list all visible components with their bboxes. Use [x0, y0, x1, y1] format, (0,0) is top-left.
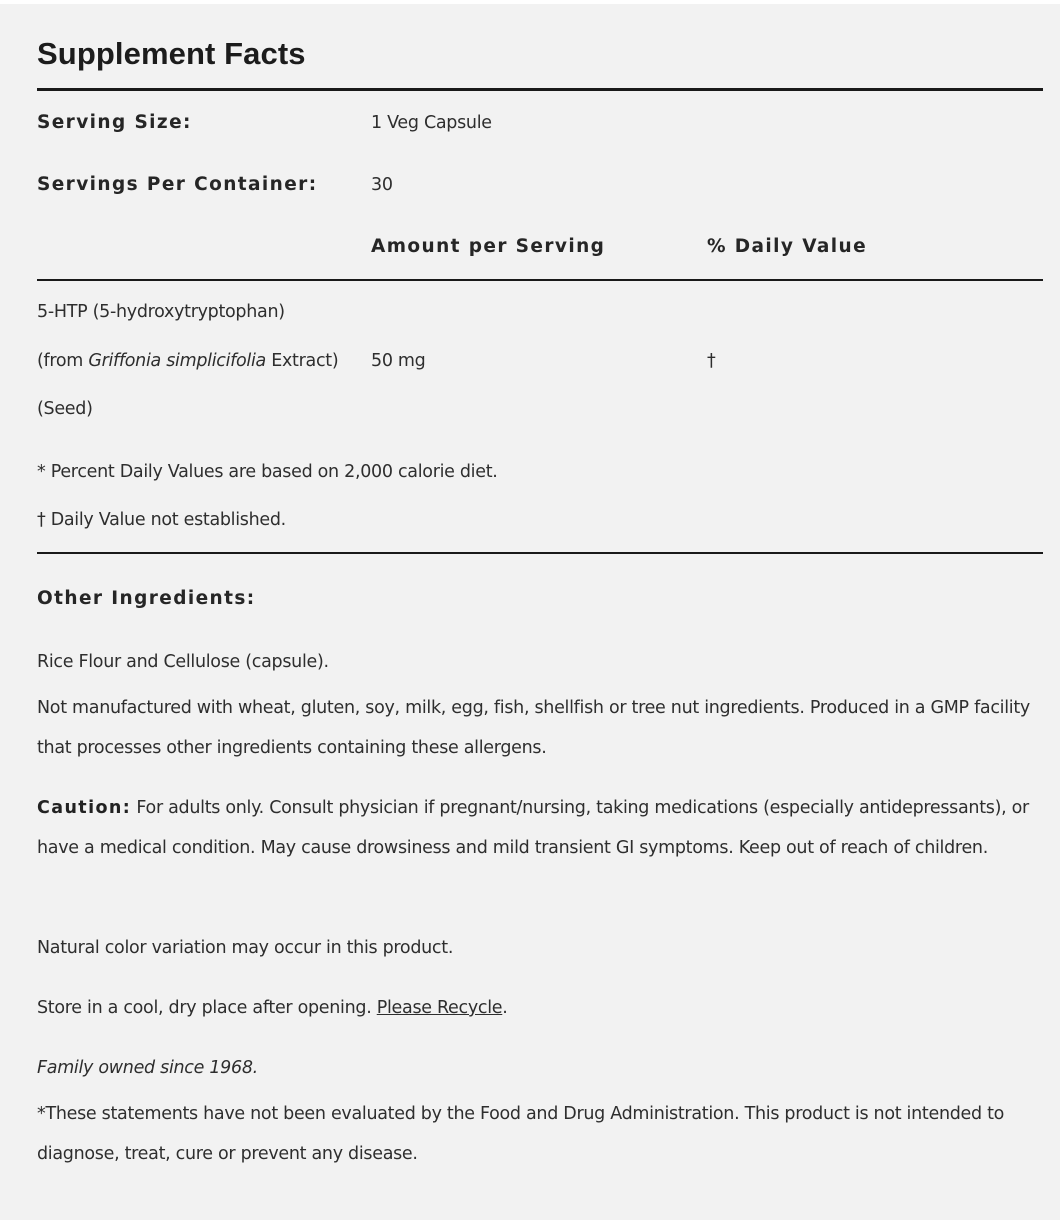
allergen-statement: Not manufactured with wheat, gluten, soy, milk, egg, fish, shellfish or tree nut ingredients. Produced in a GMP facility that processes other ingredients containing these allergens. [37, 698, 1030, 758]
fda-statement: *These statements have not been evaluated by the Food and Drug Administration. This product is not intended to diagnose, treat, cure or prevent any disease. [37, 1104, 1005, 1164]
ingredient-daily-value: † [707, 351, 716, 371]
caution-text: For adults only. Consult physician if pregnant/nursing, taking medications (especially antidepressants), or have a medical condition. May cause drowsiness and mild transient GI symptoms. Keep out of reach of children. [37, 798, 1029, 858]
ingredient-amount: 50 mg [371, 351, 426, 371]
ingredient-name-line1: 5-HTP (5-hydroxytryptophan) [37, 302, 285, 322]
other-ingredients-line1: Rice Flour and Cellulose (capsule). [37, 652, 329, 672]
storage-note: Store in a cool, dry place after opening. Please Recycle. [37, 998, 508, 1018]
ingredient-name-line2: (from Griffonia simplicifolia Extract) [37, 351, 339, 371]
ingredient-name-line3: (Seed) [37, 399, 93, 419]
percent-daily-footnote: * Percent Daily Values are based on 2,000 calorie diet. [37, 462, 498, 482]
servings-per-container-value: 30 [371, 175, 393, 195]
serving-size-value: 1 Veg Capsule [371, 113, 492, 133]
caution-label: Caution: [37, 798, 132, 818]
family-owned-note: Family owned since 1968. [37, 1058, 258, 1078]
please-recycle-link[interactable]: Please Recycle [376, 998, 503, 1018]
daily-value-header: % Daily Value [707, 236, 868, 257]
ingredient-botanical-name: Griffonia simplicifolia [88, 351, 266, 371]
page-title: Supplement Facts [37, 36, 306, 71]
header-divider [37, 279, 1043, 281]
color-variation-note: Natural color variation may occur in this product. [37, 938, 454, 958]
title-divider [37, 88, 1043, 91]
servings-per-container-label: Servings Per Container: [37, 174, 318, 195]
serving-size-label: Serving Size: [37, 112, 192, 133]
other-ingredients-heading: Other Ingredients: [37, 588, 256, 609]
top-strip [0, 0, 1060, 4]
amount-per-serving-header: Amount per Serving [371, 236, 606, 257]
caution-paragraph [37, 788, 1047, 868]
dagger-footnote: † Daily Value not established. [37, 510, 286, 530]
footnote-divider [37, 552, 1043, 554]
